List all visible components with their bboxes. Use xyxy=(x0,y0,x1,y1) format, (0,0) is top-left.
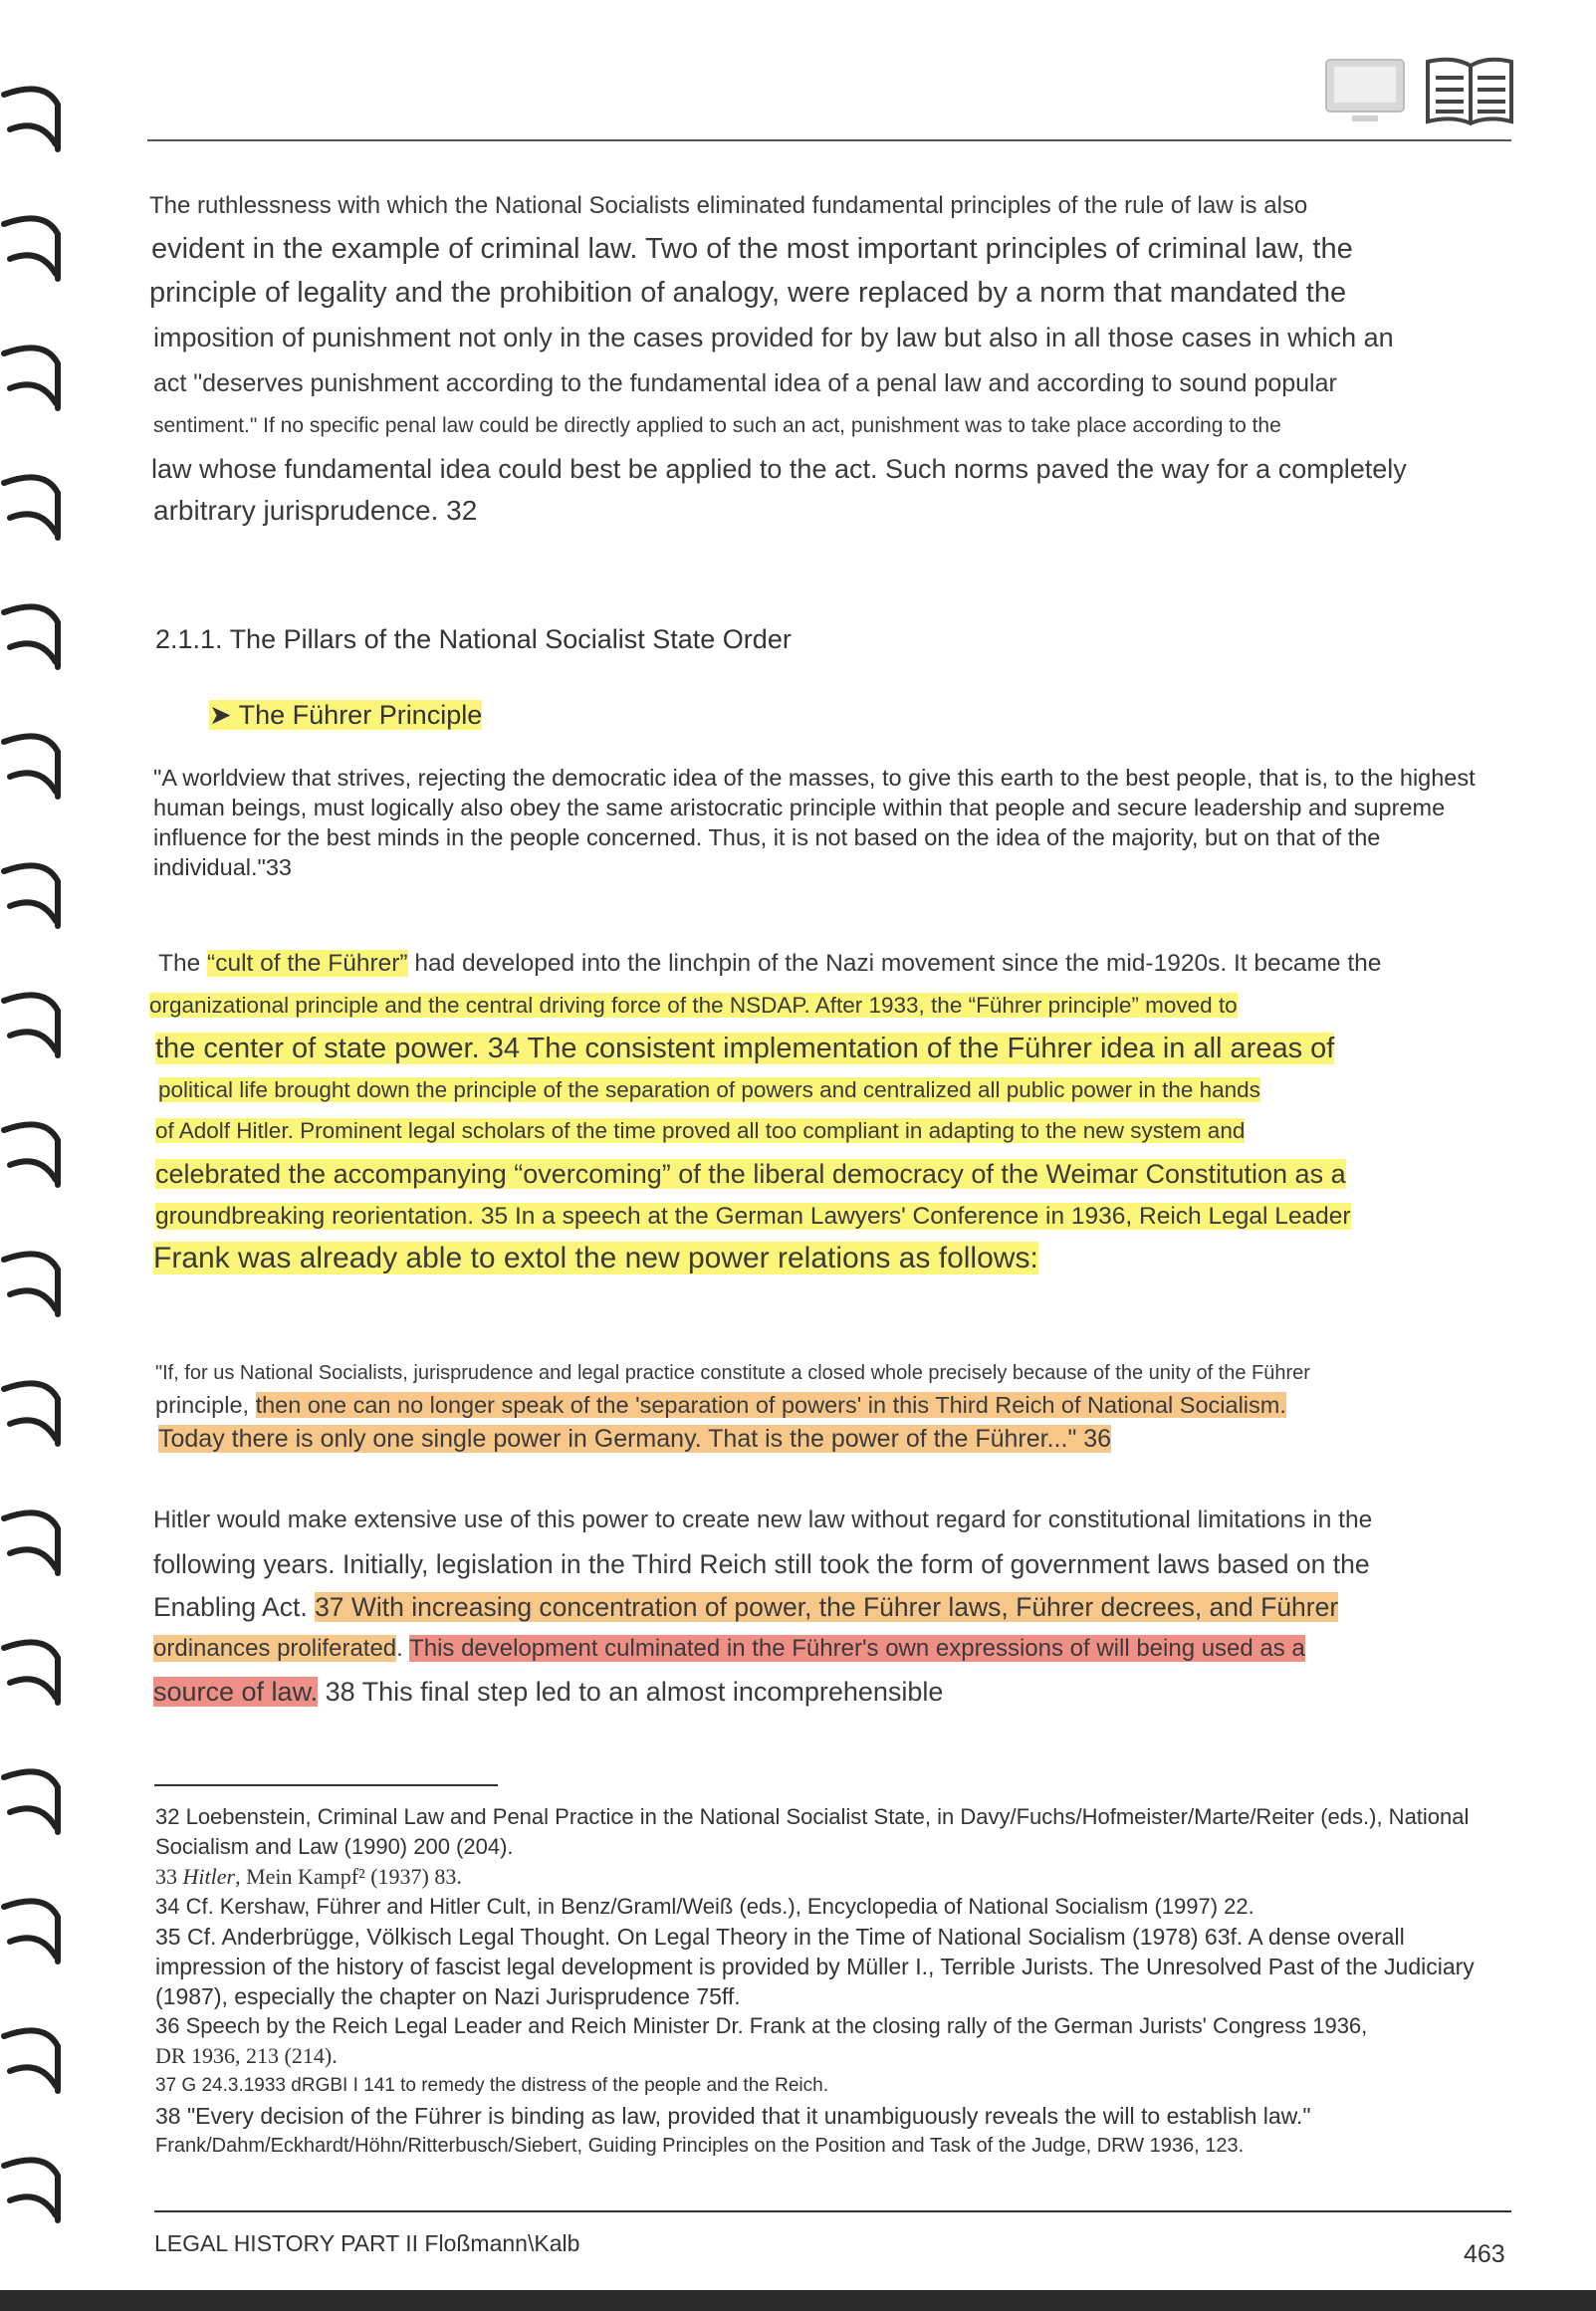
footnote-35: 35 Cf. Anderbrügge, Völkisch Legal Thought. On Legal Theory in the Time of National Socialism (1978) 63f. A dense overall impression of the history of fascist legal development is provided by Müller I., Terrible Jurists. The Unresolved Past of the Judiciary (1987), especially the chapter on Nazi Jurisprudence 75ff. xyxy=(155,1924,1475,2009)
text-span: . xyxy=(396,1635,410,1662)
text-span: 36 Speech by the Reich Legal Leader and Reich Minister Dr. Frank at the closing rally of the German Jurists' Congress 1936, xyxy=(155,2013,1368,2038)
mein-kampf-quote: "A worldview that strives, rejecting the democratic idea of the masses, to give this earth to the best people, that is, to the highest human beings, must logically also obey the same aristocratic principle within that people and secure leadership and supreme influence for the best minds in the people concerned. Thus, it is not based on the idea of the majority, but on that of the individual."33 xyxy=(153,765,1476,880)
monitor-icon xyxy=(1326,60,1404,121)
quote-line xyxy=(158,1421,1509,1457)
text-span: , Mein Kampf² (1937) 83. xyxy=(235,1864,462,1889)
paragraph-line xyxy=(155,1196,1515,1238)
highlight-yellow: the center of state power. 34 The consistent implementation of the Führer idea in all areas of xyxy=(155,1033,1335,1064)
footnote-37: 37 G 24.3.1933 dRGBI I 141 to remedy the distress of the people and the Reich. xyxy=(155,2075,828,2096)
spiral-binding-icon xyxy=(0,0,78,2311)
highlight-yellow: “cult of the Führer” xyxy=(207,950,408,977)
paragraph-line: act "deserves punishment according to the fundamental idea of a penal law and according to sound popular xyxy=(153,369,1337,397)
bullet-label: ➤ The Führer Principle xyxy=(209,700,483,730)
highlight-yellow: groundbreaking reorientation. 35 In a speech at the German Lawyers' Conference in 1936, Reich Legal Leader xyxy=(155,1203,1351,1230)
text-span: 33 xyxy=(155,1864,183,1889)
paragraph-line: law whose fundamental idea could best be applied to the act. Such norms paved the way for a completely xyxy=(151,454,1407,484)
highlight-red: This development culminated in the Führer's own expressions of will being used as a xyxy=(409,1635,1305,1662)
text-span: Hitler xyxy=(182,1864,236,1889)
highlight-orange: Today there is only one single power in Germany. That is the power of the Führer..." 36 xyxy=(158,1425,1112,1453)
paragraph-line: sentiment." If no specific penal law could be directly applied to such an act, punishment was to take place according to the xyxy=(153,414,1281,437)
paragraph-line xyxy=(153,1238,1515,1279)
quote-line xyxy=(155,1389,1509,1421)
text-span: 38 "Every decision of the Führer is binding as law, provided that it unambiguously reveals the will to establish law." xyxy=(155,2103,1311,2129)
open-book-icon xyxy=(1428,60,1511,123)
footnote-33 xyxy=(155,1862,1511,1892)
footnotes xyxy=(155,1802,1511,2161)
highlight-orange: then one can no longer speak of the 'separation of powers' in this Third Reich of National Socialism. xyxy=(255,1392,1286,1418)
highlight-orange: 37 With increasing concentration of power, the Führer laws, Führer decrees, and Führer xyxy=(315,1592,1339,1622)
header-icons xyxy=(1324,52,1513,136)
footnote-38 xyxy=(155,2101,1511,2161)
paragraph-line xyxy=(153,1586,1515,1628)
paragraph-line xyxy=(155,1027,1515,1070)
text-span: The xyxy=(158,950,208,977)
text-span: had developed into the linchpin of the Nazi movement since the mid-1920s. It became the xyxy=(407,950,1382,977)
paragraph-criminal-law xyxy=(149,185,1515,530)
fuhrer-principle-bullet xyxy=(209,700,482,731)
running-footer: LEGAL HISTORY PART II Floßmann\Kalb xyxy=(154,2230,580,2256)
highlight-yellow: political life brought down the principle of the separation of powers and centralized all public power in the hands xyxy=(158,1077,1260,1102)
footnote-rule xyxy=(154,1784,498,1786)
text-span: 38 This final step led to an almost incomprehensible xyxy=(318,1677,944,1707)
paragraph-line: The ruthlessness with which the National Socialists eliminated fundamental principles of the rule of law is also xyxy=(149,192,1308,219)
text-span: principle, xyxy=(155,1392,256,1418)
highlight-yellow: Frank was already able to extol the new power relations as follows: xyxy=(153,1242,1038,1274)
footnote-36 xyxy=(155,2011,1511,2071)
paragraph-fuhrer-cult xyxy=(149,943,1515,1279)
section-heading: 2.1.1. The Pillars of the National Socialist State Order xyxy=(155,624,792,654)
footer-rule xyxy=(154,2210,1511,2212)
highlight-orange: ordinances proliferated xyxy=(153,1635,397,1662)
paragraph-line xyxy=(155,1152,1515,1196)
paragraph-line xyxy=(158,943,1515,985)
text-span: Frank/Dahm/Eckhardt/Höhn/Ritterbusch/Siebert, Guiding Principles on the Position and Task of the Judge, DRW 1936, 123. xyxy=(155,2135,1245,2157)
paragraph-enabling-act xyxy=(149,1499,1515,1714)
paragraph-line: principle of legality and the prohibition of analogy, were replaced by a norm that mandated the xyxy=(149,277,1347,309)
paragraph-line: Hitler would make extensive use of this power to create new law without regard for constitutional limitations in the xyxy=(153,1506,1373,1533)
header-rule xyxy=(147,139,1511,141)
paragraph-line: following years. Initially, legislation in the Third Reich still took the form of government laws based on the xyxy=(153,1549,1370,1579)
text-span: DR 1936, 213 (214). xyxy=(155,2043,338,2068)
quote-line: "If, for us National Socialists, jurisprudence and legal practice constitute a closed whole precisely because of the unity of the Führer xyxy=(155,1362,1310,1384)
paragraph-line xyxy=(155,1110,1515,1152)
paragraph-line: imposition of punishment not only in the cases provided for by law but also in all those cases in which an xyxy=(153,323,1394,352)
paragraph-line: evident in the example of criminal law. Two of the most important principles of criminal law, the xyxy=(151,233,1353,265)
paragraph-line xyxy=(153,1670,1515,1714)
paragraph-line: arbitrary jurisprudence. 32 xyxy=(153,495,478,526)
highlight-yellow: organizational principle and the central driving force of the NSDAP. After 1933, the “Führer principle” moved to xyxy=(149,993,1238,1018)
footnote-32: 32 Loebenstein, Criminal Law and Penal Practice in the National Socialist State, in Davy/Fuchs/Hofmeister/Marte/Reiter (eds.), National Socialism and Law (1990) 200 (204). xyxy=(155,1804,1470,1859)
paragraph-line xyxy=(158,1070,1515,1110)
highlight-yellow: of Adolf Hitler. Prominent legal scholars of the time proved all too compliant in adapting to the new system and xyxy=(155,1118,1246,1143)
paragraph-line xyxy=(153,1628,1515,1670)
highlight-red: source of law. xyxy=(153,1677,319,1707)
page-edge xyxy=(0,2290,1596,2311)
page-number: 463 xyxy=(1464,2240,1505,2268)
footnote-34: 34 Cf. Kershaw, Führer and Hitler Cult, in Benz/Graml/Weiß (eds.), Encyclopedia of National Socialism (1997) 22. xyxy=(155,1894,1254,1919)
highlight-yellow: celebrated the accompanying “overcoming” of the liberal democracy of the Weimar Constitution as a xyxy=(155,1159,1346,1189)
frank-quote xyxy=(155,1357,1509,1457)
paragraph-line xyxy=(149,985,1515,1027)
text-span: Enabling Act. xyxy=(153,1592,316,1622)
